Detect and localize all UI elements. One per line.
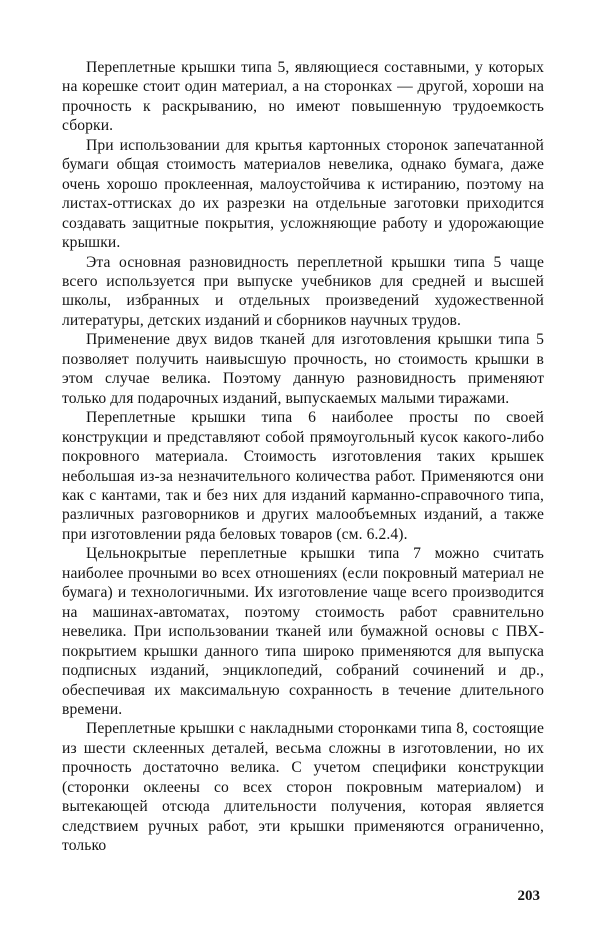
paragraph-type5-usage: Эта основная разновидность переплетной крышки типа 5 чаще всего используется при выпуске учебников для средней и высшей школы, избранных и отдельных произведений художественной литературы, детских изданий и сборников научных трудов. bbox=[62, 253, 544, 329]
paragraph-type7: Цельнокрытые переплетные крышки типа 7 можно считать наиболее прочными во всех отношениях (если покровный материал не бумага) и технологичными. Их изготовление чаще всего производится на машинах-автоматах, поэтому стоимость работ сравнительно невелика. При использовании тканей или бумажной основы с ПВХ-покрытием крышки данного типа широко применяются для выпуска подписных изданий, энциклопедий, собраний сочинений и др., обеспечивая их максимальную сохранность в течение длительного времени. bbox=[62, 545, 544, 718]
page-number: 203 bbox=[517, 888, 540, 904]
paragraph-type6: Переплетные крышки типа 6 наиболее просты по своей конструкции и представляют собой прямоугольный кусок какого-либо покровного материала. Стоимость изготовления таких крышек небольшая из-за незначительного количества работ. Применяются они как с кантами, так и без них для изданий карманно-справочного типа, различных разговорников и других малообъемных изданий, а также при изготовлении ряда беловых товаров (см. 6.2.4). bbox=[62, 409, 544, 543]
paragraph-printed-paper: При использовании для крытья картонных сторонок запечатанной бумаги общая стоимость материалов невелика, однако бумага, даже очень хорошо проклеенная, малоустойчива к истиранию, поэтому на листах-оттисках до их разрезки на отдельные заготовки приходится создавать защитные покрытия, усложняющие работу и удорожающие крышки. bbox=[62, 136, 544, 252]
body-text bbox=[62, 58, 544, 856]
paragraph-two-fabrics: Применение двух видов тканей для изготовления крышки типа 5 позволяет получить наивысшую прочность, но стоимость крышки в этом случае велика. Поэтому данную разновидность применяют только для подарочных изданий, выпускаемых малыми тиражами. bbox=[62, 331, 544, 407]
paragraph-type5-composite: Переплетные крышки типа 5, являющиеся составными, у которых на корешке стоит один материал, а на сторонках — другой, хороши на прочность к раскрыванию, но имеют повышенную трудоемкость сборки. bbox=[62, 59, 544, 135]
paragraph-type8: Переплетные крышки с накладными сторонками типа 8, состоящие из шести склеенных деталей, весьма сложны в изготовлении, но их прочность достаточно велика. С учетом специфики конструкции (сторонки оклеены со всех сторон покровным материалом) и вытекающей отсюда длительности получения, которая является следствием ручных работ, эти крышки применяются ограниченно, только bbox=[62, 720, 544, 855]
